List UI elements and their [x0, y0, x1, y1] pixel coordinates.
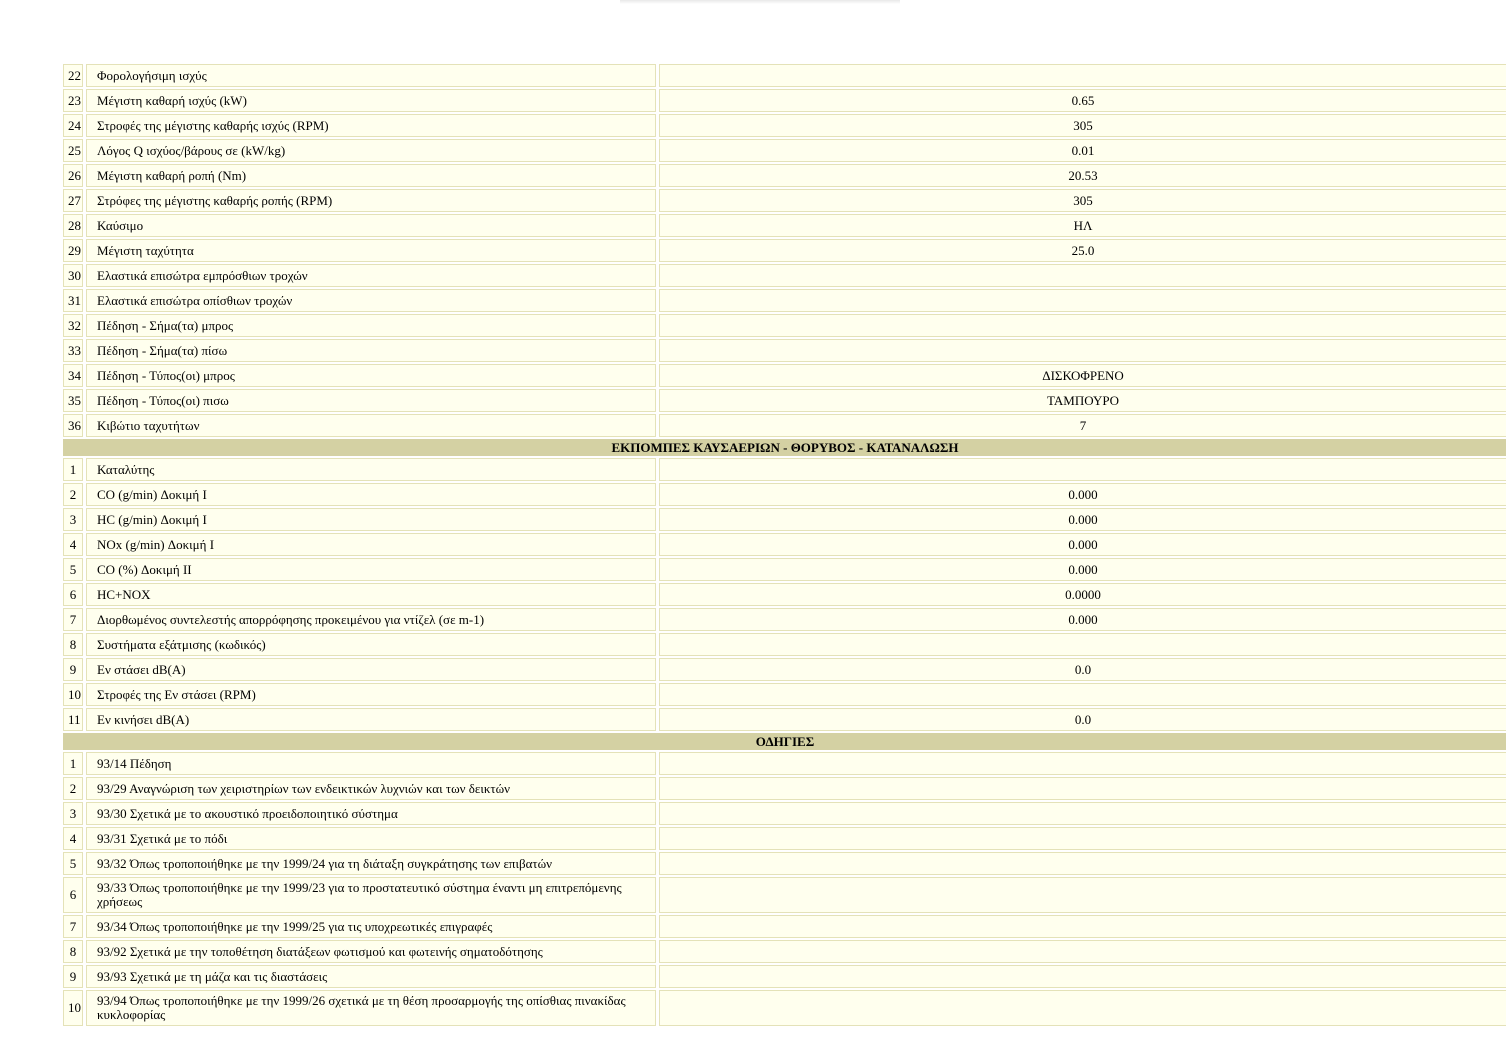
table-row — [63, 940, 1506, 963]
row-label: Εν στάσει dB(A) — [86, 658, 656, 681]
table-row — [63, 314, 1506, 337]
row-label: Φορολογήσιμη ισχύς — [86, 64, 656, 87]
row-value: 305 — [659, 114, 1506, 137]
table-row — [63, 608, 1506, 631]
table-row — [63, 389, 1506, 412]
row-value: 0.0000 — [659, 583, 1506, 606]
row-number: 5 — [63, 852, 83, 875]
row-value: ΗΛ — [659, 214, 1506, 237]
row-number: 30 — [63, 264, 83, 287]
row-label: Λόγος Q ισχύος/βάρους σε (kW/kg) — [86, 139, 656, 162]
row-value — [659, 339, 1506, 362]
row-number: 36 — [63, 414, 83, 437]
row-value: 0.01 — [659, 139, 1506, 162]
row-label: Μέγιστη ταχύτητα — [86, 239, 656, 262]
table-row — [63, 965, 1506, 988]
row-label: CO (%) Δοκιμή ΙΙ — [86, 558, 656, 581]
row-label: Πέδηση - Σήμα(τα) πίσω — [86, 339, 656, 362]
row-value — [659, 852, 1506, 875]
row-number: 3 — [63, 802, 83, 825]
spec-table-body — [63, 64, 1506, 1026]
row-label: Εν κινήσει dB(A) — [86, 708, 656, 731]
row-label: Στροφές της μέγιστης καθαρής ισχύς (RPM) — [86, 114, 656, 137]
row-number: 9 — [63, 965, 83, 988]
row-label: 93/94 Όπως τροποποιήθηκε με την 1999/26 σχετικά με τη θέση προσαρμογής της οπίσθιας πινακίδας κυκλοφορίας — [86, 990, 656, 1026]
row-number: 9 — [63, 658, 83, 681]
table-row — [63, 915, 1506, 938]
row-label: Κιβώτιο ταχυτήτων — [86, 414, 656, 437]
row-label: Μέγιστη καθαρή ισχύς (kW) — [86, 89, 656, 112]
row-value — [659, 633, 1506, 656]
table-row — [63, 877, 1506, 913]
row-number: 24 — [63, 114, 83, 137]
table-row — [63, 633, 1506, 656]
row-number: 4 — [63, 533, 83, 556]
row-value: ΔΙΣΚΟΦΡΕΝΟ — [659, 364, 1506, 387]
table-row — [63, 827, 1506, 850]
table-row — [63, 114, 1506, 137]
row-value: 25.0 — [659, 239, 1506, 262]
row-value — [659, 827, 1506, 850]
table-row — [63, 64, 1506, 87]
row-number: 29 — [63, 239, 83, 262]
row-label: 93/29 Αναγνώριση των χειριστηρίων των ενδεικτικών λυχνιών και των δεικτών — [86, 777, 656, 800]
table-row — [63, 164, 1506, 187]
row-value: 0.000 — [659, 608, 1506, 631]
row-value — [659, 264, 1506, 287]
row-label: Μέγιστη καθαρή ροπή (Nm) — [86, 164, 656, 187]
section-header — [63, 733, 1506, 750]
row-label: Πέδηση - Σήμα(τα) μπρος — [86, 314, 656, 337]
row-value: 7 — [659, 414, 1506, 437]
row-number: 32 — [63, 314, 83, 337]
row-label: 93/31 Σχετικά με το πόδι — [86, 827, 656, 850]
row-number: 5 — [63, 558, 83, 581]
table-row — [63, 264, 1506, 287]
table-row — [63, 364, 1506, 387]
row-number: 26 — [63, 164, 83, 187]
row-label: 93/93 Σχετικά με τη μάζα και τις διαστάσεις — [86, 965, 656, 988]
row-value — [659, 940, 1506, 963]
row-value — [659, 915, 1506, 938]
row-number: 31 — [63, 289, 83, 312]
table-row — [63, 533, 1506, 556]
section-header — [63, 439, 1506, 456]
row-label: HC+NOX — [86, 583, 656, 606]
row-number: 10 — [63, 990, 83, 1026]
row-label: Πέδηση - Τύπος(οι) μπρος — [86, 364, 656, 387]
row-value: 0.000 — [659, 558, 1506, 581]
table-row — [63, 777, 1506, 800]
row-value: 20.53 — [659, 164, 1506, 187]
row-label: Πέδηση - Τύπος(οι) πισω — [86, 389, 656, 412]
row-value — [659, 802, 1506, 825]
row-value — [659, 990, 1506, 1026]
table-row — [63, 683, 1506, 706]
section-title: ΕΚΠΟΜΠΕΣ ΚΑΥΣΑΕΡΙΩΝ - ΘΟΡΥΒΟΣ - ΚΑΤΑΝΑΛΩΣΗ — [63, 439, 1506, 456]
row-value: 0.000 — [659, 533, 1506, 556]
row-number: 2 — [63, 777, 83, 800]
row-label: CO (g/min) Δοκιμή Ι — [86, 483, 656, 506]
row-number: 2 — [63, 483, 83, 506]
table-row — [63, 508, 1506, 531]
row-value — [659, 683, 1506, 706]
row-number: 28 — [63, 214, 83, 237]
row-label: Διορθωμένος συντελεστής απορρόφησης προκειμένου για ντίζελ (σε m-1) — [86, 608, 656, 631]
row-value: ΤΑΜΠΟΥΡΟ — [659, 389, 1506, 412]
row-label: 93/34 Όπως τροποποιήθηκε με την 1999/25 για τις υποχρεωτικές επιγραφές — [86, 915, 656, 938]
table-row — [63, 289, 1506, 312]
row-label: HC (g/min) Δοκιμή Ι — [86, 508, 656, 531]
row-value — [659, 289, 1506, 312]
row-number: 25 — [63, 139, 83, 162]
section-title: ΟΔΗΓΙΕΣ — [63, 733, 1506, 750]
vehicle-specs-table — [60, 62, 1506, 1028]
row-value — [659, 64, 1506, 87]
row-label: 93/92 Σχετικά με την τοποθέτηση διατάξεων φωτισμού και φωτεινής σηματοδότησης — [86, 940, 656, 963]
row-label: 93/33 Όπως τροποποιήθηκε με την 1999/23 για το προστατευτικό σύστημα έναντι μη επιτρεπόμενης χρήσεως — [86, 877, 656, 913]
row-label: Ελαστικά επισώτρα εμπρόσθιων τροχών — [86, 264, 656, 287]
row-number: 6 — [63, 583, 83, 606]
table-row — [63, 339, 1506, 362]
table-row — [63, 583, 1506, 606]
row-value — [659, 877, 1506, 913]
row-number: 22 — [63, 64, 83, 87]
row-value: 305 — [659, 189, 1506, 212]
row-number: 8 — [63, 940, 83, 963]
row-number: 6 — [63, 877, 83, 913]
row-label: Καύσιμο — [86, 214, 656, 237]
row-number: 3 — [63, 508, 83, 531]
table-row — [63, 214, 1506, 237]
table-row — [63, 458, 1506, 481]
row-label: Ελαστικά επισώτρα οπίσθιων τροχών — [86, 289, 656, 312]
table-row — [63, 852, 1506, 875]
table-row — [63, 139, 1506, 162]
table-row — [63, 414, 1506, 437]
row-label: NOx (g/min) Δοκιμή Ι — [86, 533, 656, 556]
table-row — [63, 89, 1506, 112]
row-value: 0.0 — [659, 708, 1506, 731]
row-value: 0.0 — [659, 658, 1506, 681]
table-row — [63, 483, 1506, 506]
row-label: 93/30 Σχετικά με το ακουστικό προειδοποιητικό σύστημα — [86, 802, 656, 825]
row-value — [659, 752, 1506, 775]
row-number: 4 — [63, 827, 83, 850]
row-label: Στρόφες της μέγιστης καθαρής ροπής (RPM) — [86, 189, 656, 212]
row-number: 27 — [63, 189, 83, 212]
row-number: 7 — [63, 608, 83, 631]
row-number: 35 — [63, 389, 83, 412]
table-row — [63, 802, 1506, 825]
row-value: 0.65 — [659, 89, 1506, 112]
row-value: 0.000 — [659, 508, 1506, 531]
row-label: 93/14 Πέδηση — [86, 752, 656, 775]
table-row — [63, 752, 1506, 775]
row-label: Καταλύτης — [86, 458, 656, 481]
row-label: Συστήματα εξάτμισης (κωδικός) — [86, 633, 656, 656]
table-row — [63, 658, 1506, 681]
row-value: 0.000 — [659, 483, 1506, 506]
row-number: 11 — [63, 708, 83, 731]
row-label: Στροφές της Εν στάσει (RPM) — [86, 683, 656, 706]
top-edge-shadow — [620, 0, 900, 4]
table-row — [63, 239, 1506, 262]
row-number: 7 — [63, 915, 83, 938]
table-row — [63, 558, 1506, 581]
row-value — [659, 777, 1506, 800]
table-row — [63, 189, 1506, 212]
row-value — [659, 458, 1506, 481]
table-row — [63, 990, 1506, 1026]
row-number: 8 — [63, 633, 83, 656]
row-number: 1 — [63, 752, 83, 775]
row-number: 1 — [63, 458, 83, 481]
row-number: 23 — [63, 89, 83, 112]
row-number: 34 — [63, 364, 83, 387]
row-number: 10 — [63, 683, 83, 706]
row-value — [659, 965, 1506, 988]
row-label: 93/32 Όπως τροποποιήθηκε με την 1999/24 για τη διάταξη συγκράτησης των επιβατών — [86, 852, 656, 875]
row-number: 33 — [63, 339, 83, 362]
row-value — [659, 314, 1506, 337]
table-row — [63, 708, 1506, 731]
